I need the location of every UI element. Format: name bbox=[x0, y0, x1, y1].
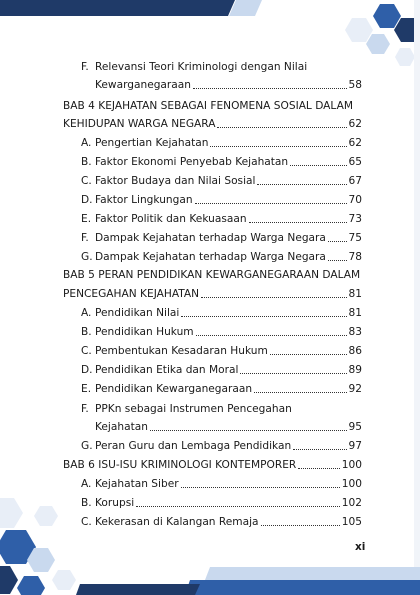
toc-entry-letter: D. bbox=[81, 194, 93, 206]
toc-entry-title: PENCEGAHAN KEJAHATAN bbox=[63, 288, 200, 300]
toc-entry-letter: E. bbox=[81, 383, 92, 395]
toc-entry-letter: F. bbox=[81, 61, 89, 73]
toc-entry-letter: C. bbox=[81, 345, 92, 357]
toc-entry-row bbox=[81, 246, 362, 264]
toc-dot-leader bbox=[298, 468, 340, 469]
toc-page-number: 65 bbox=[348, 156, 362, 168]
toc-entry-title: Kekerasan di Kalangan Remaja bbox=[95, 516, 259, 528]
toc-entry-title: Peran Guru dan Lembaga Pendidikan bbox=[95, 440, 292, 452]
toc-chapter-row bbox=[63, 264, 362, 282]
toc-entry-title: Kejahatan bbox=[95, 421, 148, 433]
toc-entry-letter: G. bbox=[81, 251, 93, 263]
toc-dot-leader bbox=[249, 222, 347, 223]
toc-entry-letter: B. bbox=[81, 326, 92, 338]
toc-dot-leader bbox=[328, 260, 347, 261]
toc-entry-row bbox=[81, 340, 362, 358]
toc-entry-letter: F. bbox=[81, 403, 89, 415]
toc-entry-row bbox=[81, 189, 362, 207]
toc-entry-title: Pendidikan Nilai bbox=[95, 307, 180, 319]
toc-dot-leader bbox=[193, 88, 347, 89]
toc-entry-letter: C. bbox=[81, 516, 92, 528]
toc-entry-title: PPKn sebagai Instrumen Pencegahan bbox=[95, 403, 292, 415]
toc-dot-leader bbox=[240, 373, 346, 374]
toc-entry-title: BAB 4 KEJAHATAN SEBAGAI FENOMENA SOSIAL DALAM bbox=[63, 100, 353, 112]
toc-entry-letter: G. bbox=[81, 440, 93, 452]
toc-entry-letter: D. bbox=[81, 364, 93, 376]
toc-entry-row bbox=[81, 170, 362, 188]
toc-page-number: 62 bbox=[348, 137, 362, 149]
toc-dot-leader bbox=[181, 316, 346, 317]
toc-entry-title: Relevansi Teori Kriminologi dengan Nilai bbox=[95, 61, 308, 73]
toc-entry-title: KEHIDUPAN WARGA NEGARA bbox=[63, 118, 216, 130]
toc-entry-letter: A. bbox=[81, 137, 92, 149]
toc-dot-leader bbox=[210, 146, 346, 147]
toc-entry-title: Faktor Budaya dan Nilai Sosial bbox=[95, 175, 256, 187]
toc-entry-row bbox=[81, 321, 362, 339]
toc-entry-title: Pembentukan Kesadaran Hukum bbox=[95, 345, 268, 357]
toc-dot-leader bbox=[150, 430, 347, 431]
toc-entry-title: Kewarganegaraan bbox=[95, 79, 191, 91]
toc-entry-row bbox=[81, 435, 362, 453]
toc-dot-leader bbox=[254, 392, 346, 393]
toc-entry-letter: C. bbox=[81, 175, 92, 187]
toc-entry-row bbox=[81, 227, 362, 245]
toc-page-number: 67 bbox=[348, 175, 362, 187]
toc-dot-leader bbox=[201, 297, 346, 298]
toc-entry-row bbox=[95, 416, 362, 434]
toc-entry-row bbox=[81, 359, 362, 377]
toc-entry-title: BAB 5 PERAN PENDIDIKAN KEWARGANEGARAAN DALAM bbox=[63, 269, 361, 281]
toc-chapter-row bbox=[63, 95, 362, 113]
toc-entry-title: Faktor Politik dan Kekuasaan bbox=[95, 213, 247, 225]
toc-entry-row bbox=[81, 378, 362, 396]
toc-page-number: 100 bbox=[341, 459, 362, 471]
toc-dot-leader bbox=[293, 449, 346, 450]
toc-entry-title: Faktor Ekonomi Penyebab Kejahatan bbox=[95, 156, 289, 168]
toc-entry-title: Kejahatan Siber bbox=[95, 478, 179, 490]
toc-page-number: 97 bbox=[348, 440, 362, 452]
toc-dot-leader bbox=[217, 127, 346, 128]
toc-page-number: 81 bbox=[348, 307, 362, 319]
toc-dot-leader bbox=[261, 525, 340, 526]
toc-dot-leader bbox=[328, 241, 347, 242]
toc-entry-title: Pendidikan Hukum bbox=[95, 326, 194, 338]
toc-entry-letter: A. bbox=[81, 307, 92, 319]
toc-entry-row bbox=[81, 151, 362, 169]
toc-page-number: 58 bbox=[348, 79, 362, 91]
toc-entry-row bbox=[81, 398, 362, 416]
toc-entry-title: Korupsi bbox=[95, 497, 135, 509]
toc-chapter-row bbox=[63, 283, 362, 301]
toc-page-number: 92 bbox=[348, 383, 362, 395]
toc-page-number: 95 bbox=[348, 421, 362, 433]
toc-page-number: 83 bbox=[348, 326, 362, 338]
toc-chapter-row bbox=[63, 113, 362, 131]
toc-entry-row bbox=[81, 473, 362, 491]
toc-dot-leader bbox=[257, 184, 346, 185]
toc-dot-leader bbox=[181, 487, 340, 488]
toc-page-number: 89 bbox=[348, 364, 362, 376]
toc-entry-row bbox=[81, 492, 362, 510]
toc-entry-title: Dampak Kejahatan terhadap Warga Negara bbox=[95, 232, 326, 244]
page-number: xi bbox=[355, 541, 366, 553]
toc-dot-leader bbox=[290, 165, 346, 166]
toc-entry-letter: B. bbox=[81, 497, 92, 509]
toc-dot-leader bbox=[195, 203, 347, 204]
toc-page-number: 73 bbox=[348, 213, 362, 225]
toc-entry-row bbox=[81, 511, 362, 529]
toc-entry-title: Pengertian Kejahatan bbox=[95, 137, 209, 149]
toc-entry-row bbox=[81, 56, 362, 74]
toc-dot-leader bbox=[270, 354, 347, 355]
toc-entry-row bbox=[95, 74, 362, 92]
toc-page-number: 78 bbox=[348, 251, 362, 263]
toc-entry-row bbox=[81, 132, 362, 150]
toc-entry-letter: B. bbox=[81, 156, 92, 168]
toc-page-number: 70 bbox=[348, 194, 362, 206]
toc-entry-row bbox=[81, 302, 362, 320]
toc-chapter-row bbox=[63, 454, 362, 472]
toc-page-number: 81 bbox=[348, 288, 362, 300]
toc-entry-letter: F. bbox=[81, 232, 89, 244]
toc-entry-title: Pendidikan Kewarganegaraan bbox=[95, 383, 253, 395]
toc-page-number: 102 bbox=[341, 497, 362, 509]
toc-entry-letter: A. bbox=[81, 478, 92, 490]
toc-entry-title: Pendidikan Etika dan Moral bbox=[95, 364, 239, 376]
toc-dot-leader bbox=[196, 335, 347, 336]
toc-entry-title: Dampak Kejahatan terhadap Warga Negara bbox=[95, 251, 326, 263]
toc-page-number: 100 bbox=[341, 478, 362, 490]
toc-page-number: 75 bbox=[348, 232, 362, 244]
toc-entry-letter: E. bbox=[81, 213, 92, 225]
toc-entry-row bbox=[81, 208, 362, 226]
toc-page-number: 105 bbox=[341, 516, 362, 528]
toc-entry-title: Faktor Lingkungan bbox=[95, 194, 193, 206]
toc-entry-title: BAB 6 ISU-ISU KRIMINOLOGI KONTEMPORER bbox=[63, 459, 297, 471]
toc-dot-leader bbox=[136, 506, 340, 507]
toc-page-number: 62 bbox=[348, 118, 362, 130]
toc-page-number: 86 bbox=[348, 345, 362, 357]
